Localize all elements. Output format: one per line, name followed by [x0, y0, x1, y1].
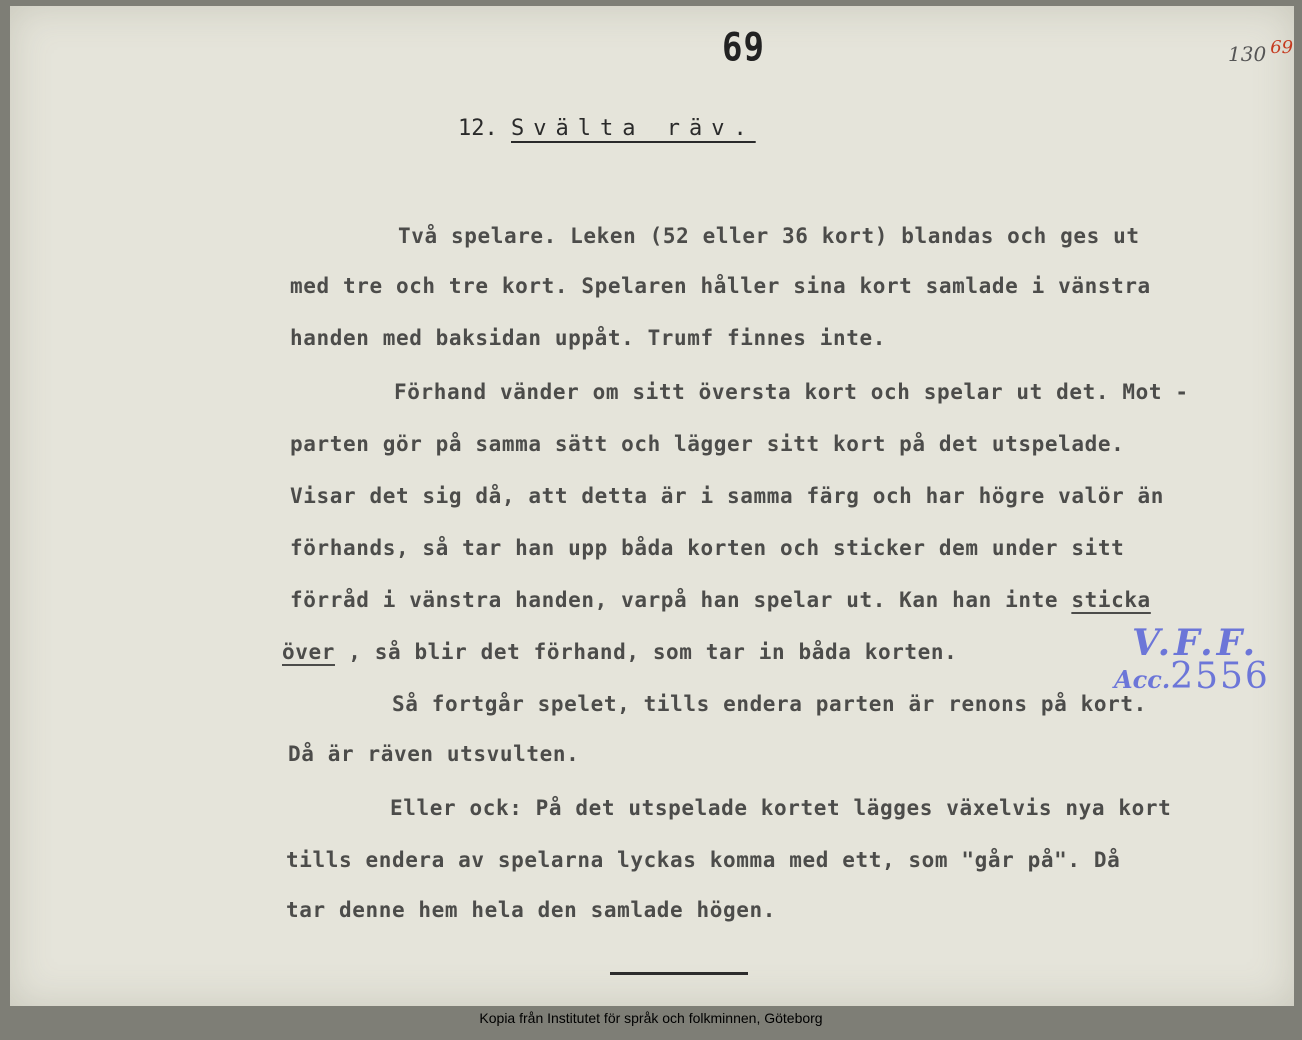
section-heading: [458, 116, 756, 141]
text-line: Så fortgår spelet, tills endera parten är renons på kort.: [392, 692, 1147, 716]
text-line: tar denne hem hela den samlade högen.: [286, 898, 776, 922]
text-span: , så blir det förhand, som tar in båda korten.: [334, 640, 958, 664]
text-line: parten gör på samma sätt och lägger sitt kort på det utspelade.: [290, 432, 1125, 456]
text-span: förråd i vänstra handen, varpå han spelar ut. Kan han inte: [290, 588, 1072, 612]
document-page: [10, 6, 1294, 1006]
text-line: Eller ock: På det utspelade kortet lägges växelvis nya kort: [390, 796, 1172, 820]
page-number: 69: [722, 25, 765, 71]
text-line: förhands, så tar han upp båda korten och sticker dem under sitt: [290, 536, 1125, 560]
section-title: Svälta räv.: [511, 116, 756, 141]
underlined-word: sticka: [1071, 588, 1151, 612]
text-line: Förhand vänder om sitt översta kort och spelar ut det. Mot -: [394, 380, 1189, 404]
stamp-line2: [1114, 656, 1270, 697]
stamp-line1: V.F.F.: [1132, 622, 1260, 664]
section-number: 12.: [458, 116, 498, 141]
text-line: tills endera av spelarna lyckas komma med ett, som "går på". Då: [286, 848, 1121, 872]
text-line: Visar det sig då, att detta är i samma färg och har högre valör än: [290, 484, 1165, 508]
text-line: handen med baksidan uppåt. Trumf finnes inte.: [290, 326, 886, 350]
text-line: med tre och tre kort. Spelaren håller sina kort samlade i vänstra: [290, 274, 1151, 298]
copy-footer: Kopia från Institutet för språk och folkminnen, Göteborg: [479, 1010, 823, 1026]
stamp-number: 2556: [1170, 656, 1270, 697]
archive-stamp: [1114, 622, 1270, 697]
text-line: Då är räven utsvulten.: [288, 742, 580, 766]
underlined-word: över: [282, 640, 335, 664]
stamp-prefix: Acc.: [1114, 665, 1171, 694]
archive-number-pencil: 130: [1228, 42, 1267, 66]
text-line: Två spelare. Leken (52 eller 36 kort) blandas och ges ut: [398, 224, 1140, 248]
text-line: [282, 640, 957, 664]
end-rule: [610, 972, 748, 975]
text-line: [290, 588, 1151, 612]
archive-number: [1228, 37, 1294, 66]
archive-number-red: 69: [1270, 37, 1294, 58]
